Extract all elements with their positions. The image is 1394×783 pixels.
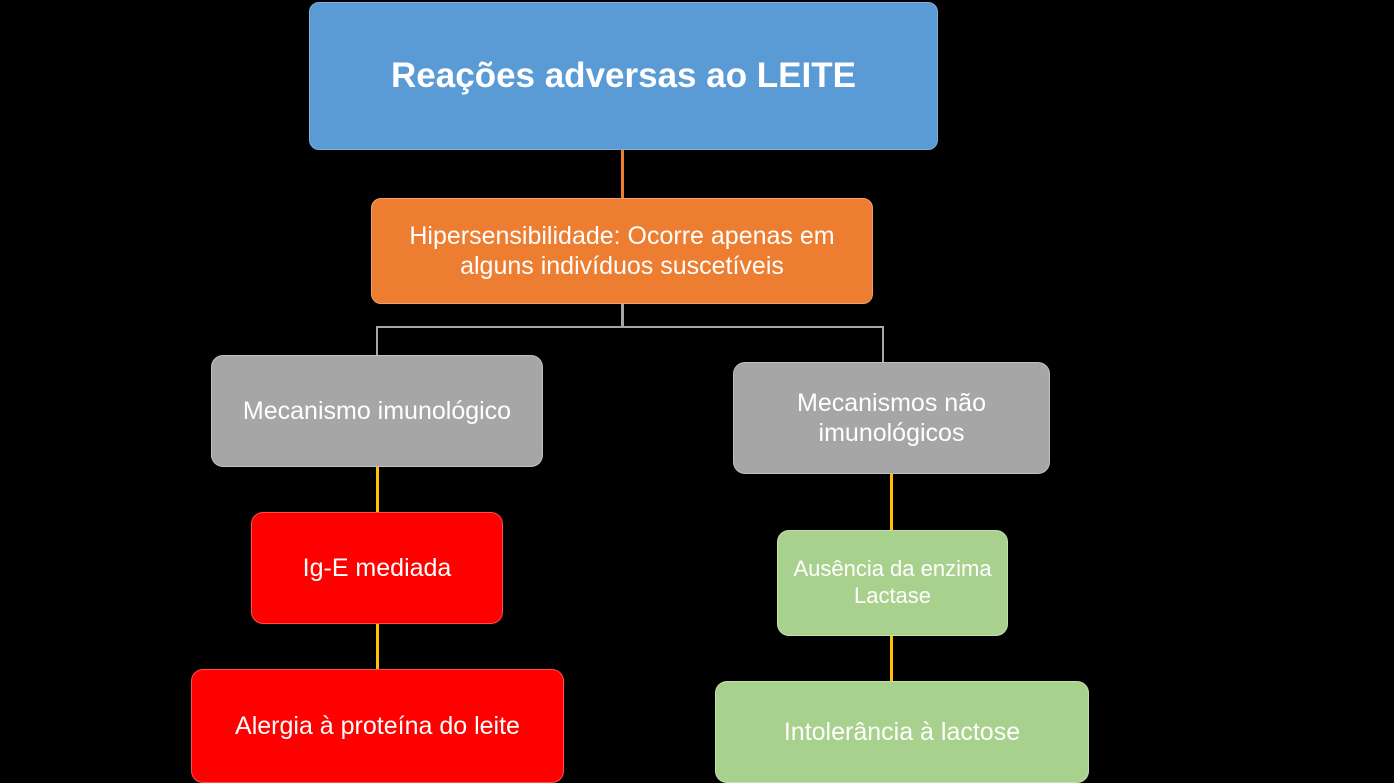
connector-non-immunologic-to-lactase [890, 474, 893, 530]
connector-immunologic-to-ige [376, 467, 379, 512]
connector-hypersensitivity-stem [621, 304, 624, 328]
node-lactase-absence: Ausência da enzima Lactase [777, 530, 1008, 636]
node-hypersensitivity: Hipersensibilidade: Ocorre apenas em alguns indivíduos suscetíveis [371, 198, 873, 304]
node-root-adverse-reactions: Reações adversas ao LEITE [309, 2, 938, 150]
connector-horizontal-split [376, 326, 884, 328]
connector-to-non-immunologic [882, 326, 884, 362]
connector-lactase-to-lactose-intolerance [890, 636, 893, 681]
connector-ige-to-milk-protein-allergy [376, 624, 379, 669]
node-lactose-intolerance: Intolerância à lactose [715, 681, 1089, 783]
node-milk-protein-allergy: Alergia à proteína do leite [191, 669, 564, 783]
node-immunologic-mechanism: Mecanismo imunológico [211, 355, 543, 467]
connector-root-to-hypersensitivity [621, 150, 624, 198]
node-ige-mediated: Ig-E mediada [251, 512, 503, 624]
connector-to-immunologic [376, 326, 378, 355]
node-non-immunologic-mechanisms: Mecanismos não imunológicos [733, 362, 1050, 474]
